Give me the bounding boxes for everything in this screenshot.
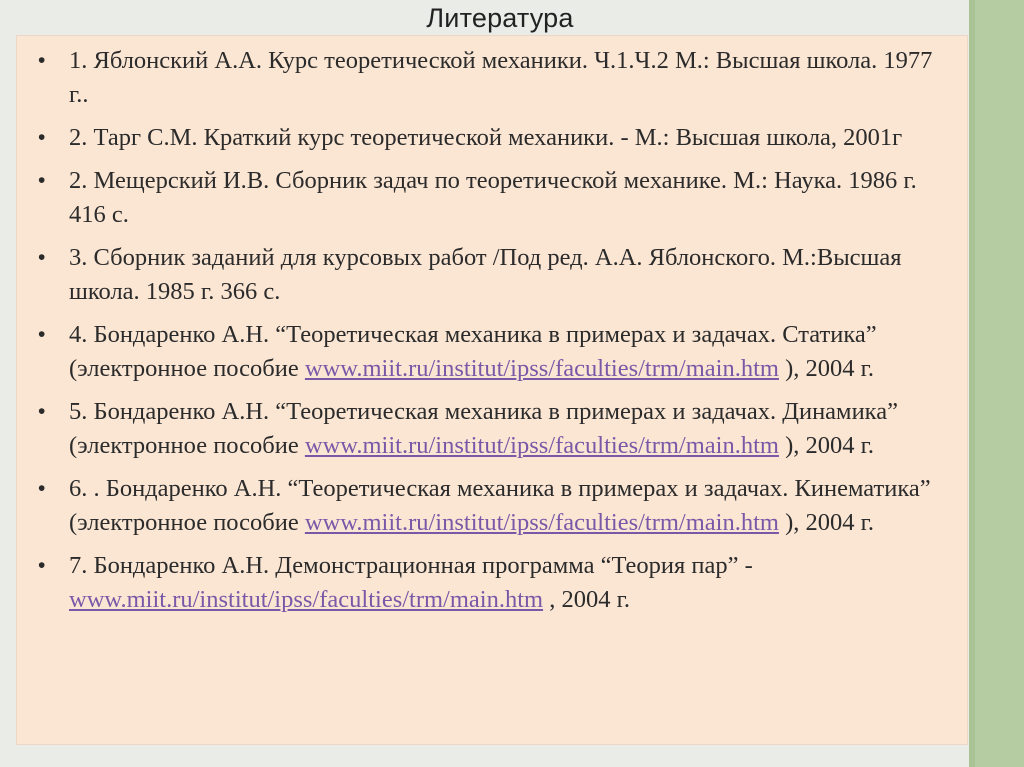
reference-text: 6. . Бондаренко А.Н. “Теоретическая механика в примерах и задачах. Кинематика” (электронное пособие (69, 475, 931, 536)
bullet-icon: • (38, 477, 46, 500)
bullet-icon: • (38, 554, 46, 577)
reference-item (17, 121, 967, 155)
reference-text: 5. Бондаренко А.Н. “Теоретическая механика в примерах и задачах. Динамика” (электронное пособие (69, 398, 898, 459)
bullet-icon: • (38, 49, 46, 72)
reference-link[interactable]: www.miit.ru/institut/ipss/faculties/trm/main.htm (69, 586, 544, 613)
bullet-icon: • (38, 400, 46, 423)
reference-text: 4. Бондаренко А.Н. “Теоретическая механика в примерах и задачах. Статика” (электронное пособие (69, 321, 877, 382)
reference-item (17, 164, 967, 232)
references-list (17, 44, 967, 626)
reference-suffix: ), 2004 г. (778, 432, 875, 459)
page-title: Литература (426, 3, 574, 33)
reference-item (17, 472, 967, 540)
reference-text: 3. Сборник заданий для курсовых работ /Под ред. А.А. Яблонского. М.:Высшая школа. 1985 г. 366 с. (69, 244, 902, 305)
reference-suffix: ), 2004 г. (778, 355, 875, 382)
reference-item (17, 395, 967, 463)
right-accent-bar-inner (975, 0, 1024, 767)
reference-item (17, 549, 967, 617)
reference-text: 2. Тарг С.М. Краткий курс теоретической механики. - М.: Высшая школа, 2001г (69, 124, 903, 151)
reference-text: 7. Бондаренко А.Н. Демонстрационная программа “Теория пар” - (69, 552, 753, 579)
reference-link[interactable]: www.miit.ru/institut/ipss/faculties/trm/main.htm (304, 509, 779, 536)
reference-text: 2. Мещерский И.В. Сборник задач по теоретической механике. М.: Наука. 1986 г. 416 с. (69, 167, 917, 228)
bullet-icon: • (38, 246, 46, 269)
reference-suffix: , 2004 г. (543, 586, 631, 613)
reference-suffix: ), 2004 г. (778, 509, 875, 536)
reference-link[interactable]: www.miit.ru/institut/ipss/faculties/trm/main.htm (304, 355, 779, 382)
bullet-icon: • (38, 169, 46, 192)
reference-item (17, 241, 967, 309)
reference-link[interactable]: www.miit.ru/institut/ipss/faculties/trm/main.htm (304, 432, 779, 459)
reference-text: 1. Яблонский А.А. Курс теоретической механики. Ч.1.Ч.2 М.: Высшая школа. 1977 г.. (69, 47, 933, 108)
reference-item (17, 44, 967, 112)
reference-item (17, 318, 967, 386)
references-panel (16, 35, 968, 745)
bullet-icon: • (38, 323, 46, 346)
bullet-icon: • (38, 126, 46, 149)
